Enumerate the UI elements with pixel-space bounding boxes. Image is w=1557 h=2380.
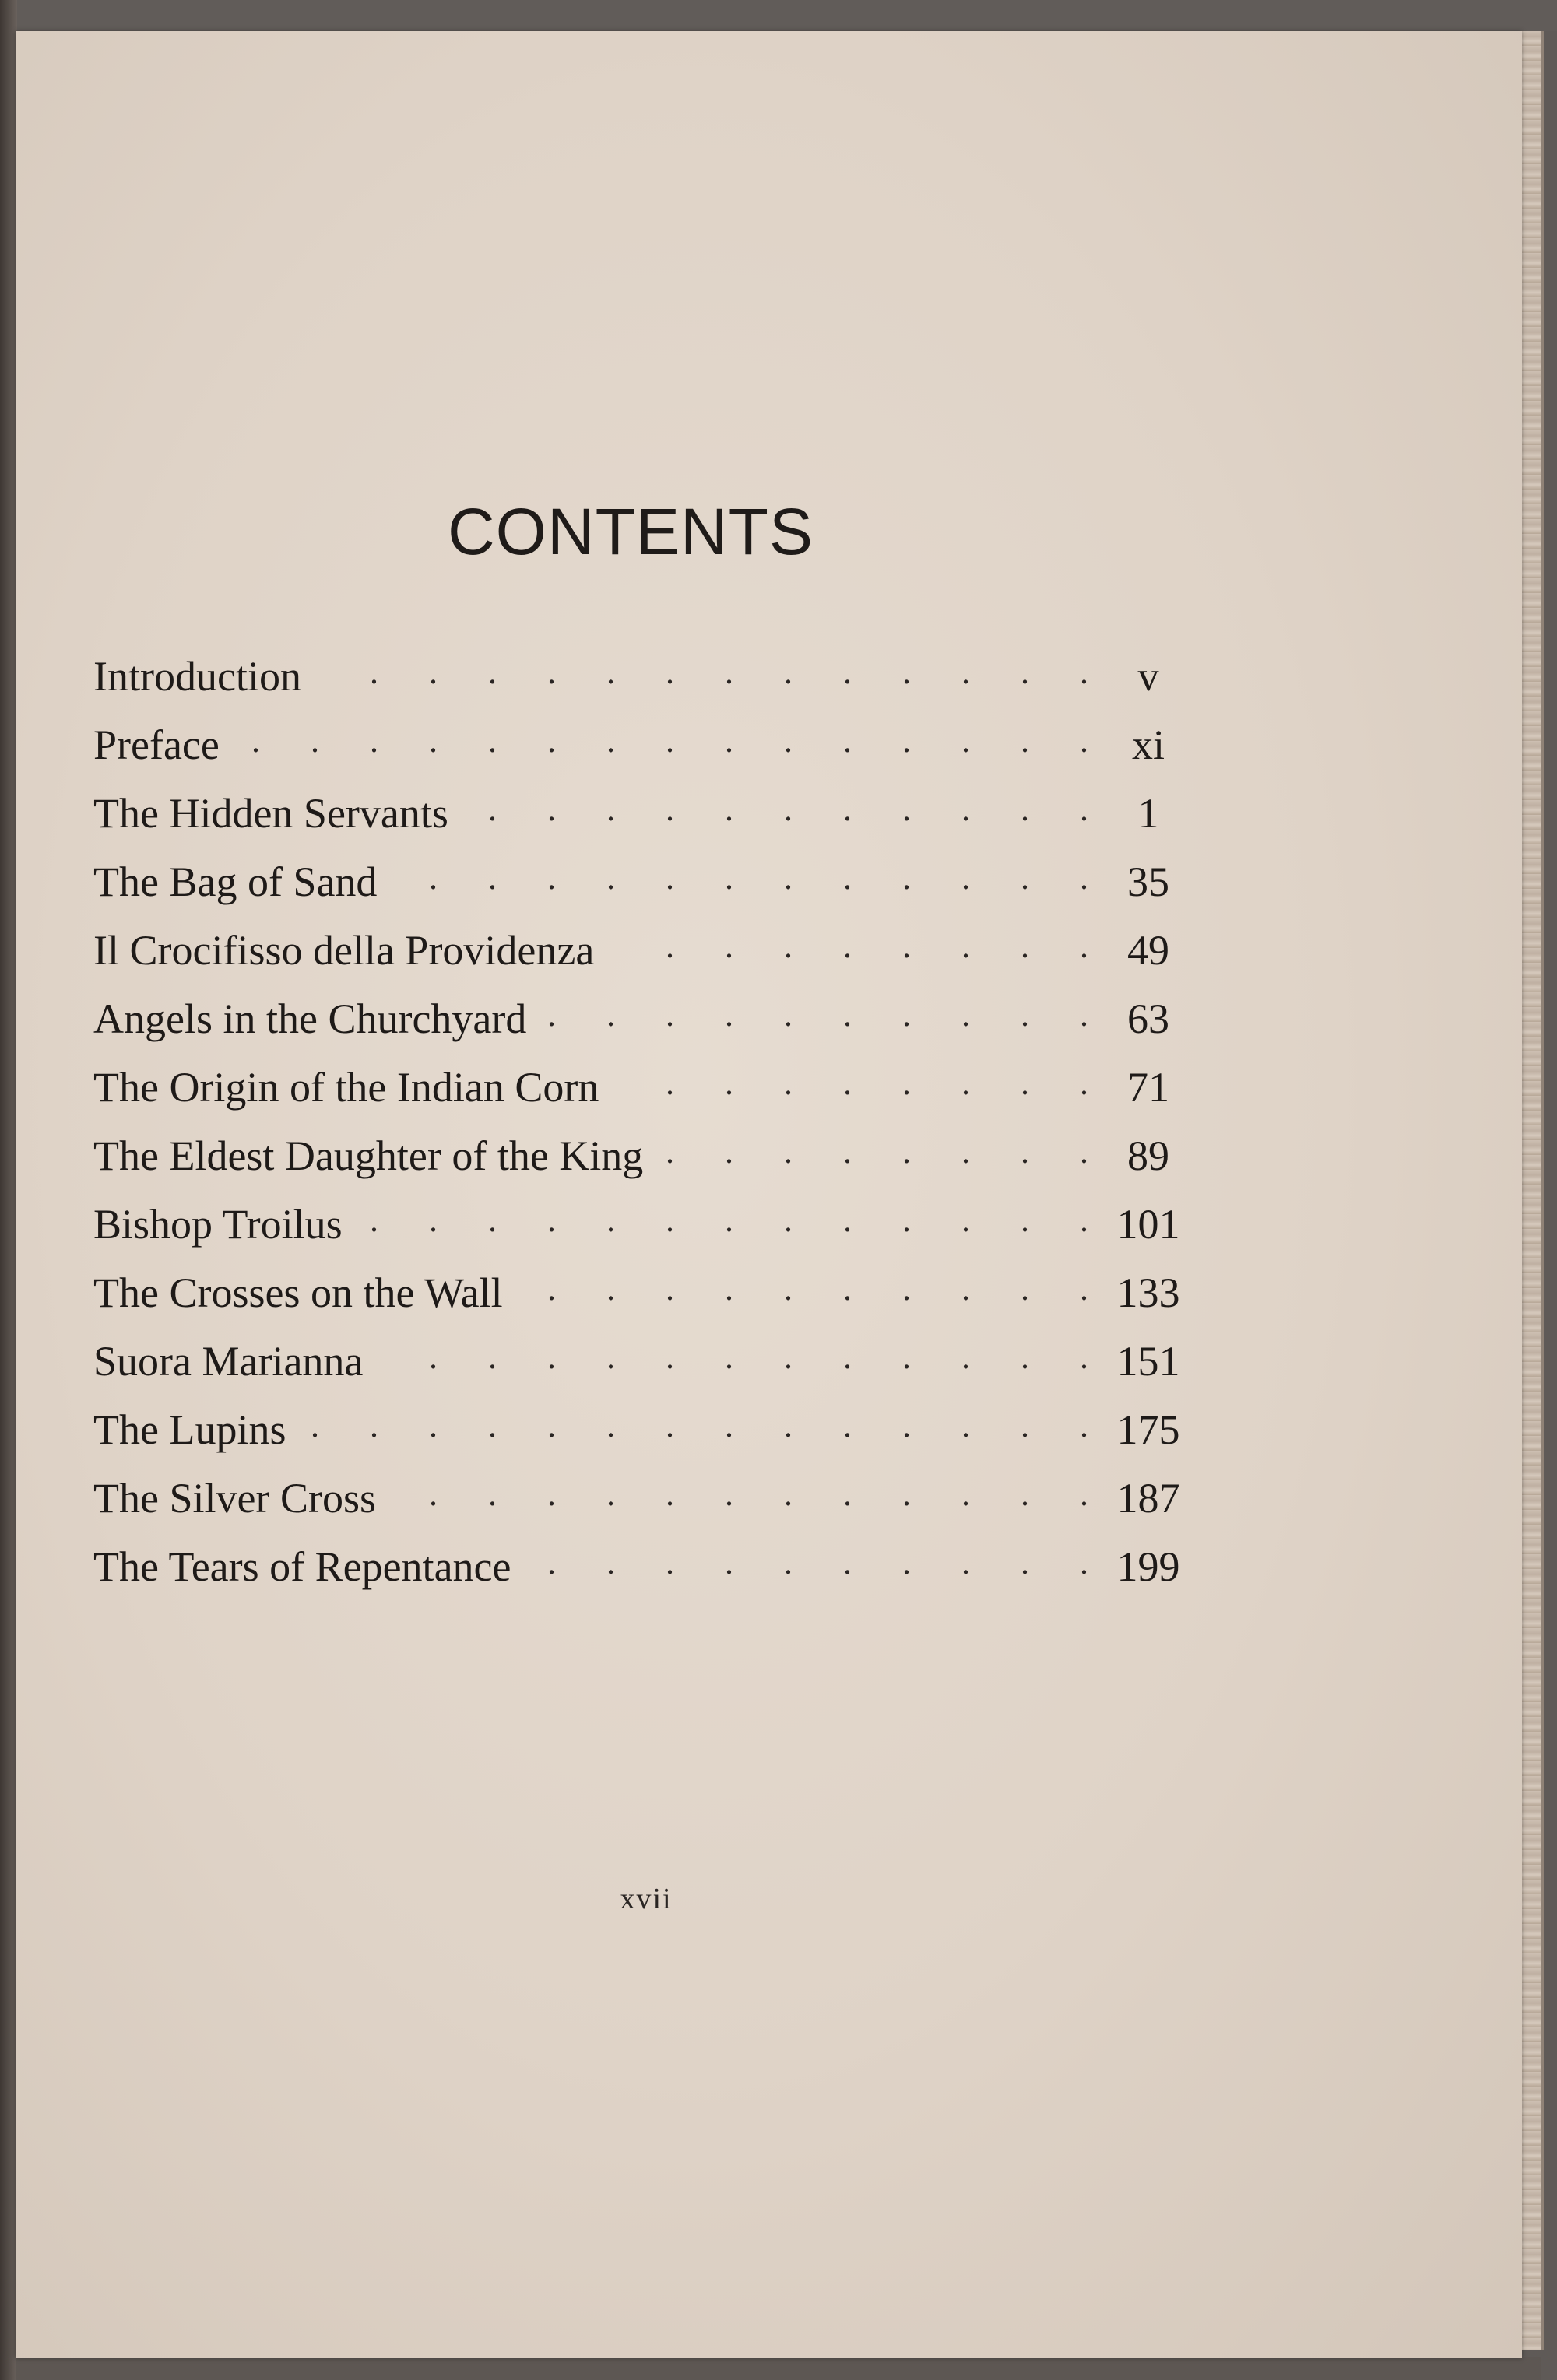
toc-entry-page: 175 bbox=[1116, 1406, 1180, 1453]
toc-dot-leader: . . . . . . . . . . bbox=[547, 1269, 1109, 1308]
toc-entry-title: The Silver Cross bbox=[93, 1475, 376, 1522]
toc-entry-page: 199 bbox=[1116, 1543, 1180, 1590]
scan-background-bottom bbox=[16, 2357, 1541, 2380]
toc-entry-title: The Hidden Servants bbox=[93, 790, 448, 837]
toc-dot-leader: . . . . . . . . . . . . . bbox=[370, 1201, 1109, 1239]
toc-dot-leader: . . . . . . . . . . . bbox=[488, 790, 1109, 828]
toc-entry bbox=[93, 1474, 1183, 1543]
toc-entry-title: The Bag of Sand bbox=[93, 858, 378, 905]
toc-dot-leader: . . . . . . . . . . . . bbox=[429, 1475, 1109, 1513]
toc-entry-title: Introduction bbox=[93, 653, 301, 700]
toc-entry bbox=[93, 1337, 1183, 1406]
toc-entry bbox=[93, 1543, 1183, 1611]
toc-entry-title: The Crosses on the Wall bbox=[93, 1269, 503, 1316]
table-of-contents bbox=[93, 652, 1183, 1611]
toc-entry bbox=[93, 1132, 1183, 1200]
toc-entry bbox=[93, 721, 1183, 789]
toc-entry bbox=[93, 789, 1183, 858]
toc-dot-leader: . . . . . . . . . . . . bbox=[429, 1338, 1109, 1376]
toc-entry-title: Angels in the Churchyard bbox=[93, 995, 527, 1042]
toc-entry-page: 35 bbox=[1127, 858, 1169, 905]
toc-entry bbox=[93, 652, 1183, 721]
toc-entry bbox=[93, 858, 1183, 926]
toc-dot-leader: . . . . . . . . . . bbox=[547, 1543, 1109, 1581]
toc-entry-page: 133 bbox=[1116, 1269, 1180, 1316]
page-number: xvii bbox=[620, 1883, 673, 1915]
toc-entry-title: The Origin of the Indian Corn bbox=[93, 1064, 599, 1111]
toc-entry-page: 89 bbox=[1127, 1132, 1169, 1179]
toc-entry bbox=[93, 1269, 1183, 1337]
toc-dot-leader: . . . . . . . . . . . . . . bbox=[311, 1406, 1109, 1444]
toc-entry-page: 71 bbox=[1127, 1064, 1169, 1111]
toc-entry-title: Bishop Troilus bbox=[93, 1201, 343, 1248]
toc-dot-leader: . . . . . . . . . . bbox=[547, 995, 1109, 1034]
contents-heading: CONTENTS bbox=[448, 495, 814, 568]
toc-dot-leader: . . . . . . . . . . . . bbox=[429, 858, 1109, 897]
toc-dot-leader: . . . . . . . . bbox=[666, 1064, 1109, 1102]
toc-dot-leader: . . . . . . . . . . . . . bbox=[370, 653, 1109, 691]
toc-dot-leader: . . . . . . . . bbox=[666, 927, 1109, 965]
toc-dot-leader: . . . . . . . . bbox=[666, 1132, 1109, 1171]
toc-entry-page: 101 bbox=[1116, 1201, 1180, 1248]
toc-entry-page: v bbox=[1137, 653, 1159, 700]
toc-entry-title: Il Crocifisso della Providenza bbox=[93, 927, 595, 974]
toc-entry bbox=[93, 995, 1183, 1063]
toc-entry-page: xi bbox=[1131, 721, 1165, 768]
toc-entry-title: Suora Marianna bbox=[93, 1338, 364, 1385]
scan-background-top bbox=[0, 0, 1557, 31]
toc-entry-title: The Tears of Repentance bbox=[93, 1543, 511, 1590]
toc-entry-title: Preface bbox=[93, 721, 220, 768]
toc-entry bbox=[93, 1063, 1183, 1132]
book-spine-edge bbox=[0, 0, 17, 2380]
toc-entry-page: 63 bbox=[1127, 995, 1169, 1042]
toc-entry-title: The Lupins bbox=[93, 1406, 286, 1453]
toc-entry bbox=[93, 1406, 1183, 1474]
toc-entry bbox=[93, 926, 1183, 995]
toc-dot-leader: . . . . . . . . . . . . . . . bbox=[251, 721, 1109, 760]
toc-entry-page: 187 bbox=[1116, 1475, 1180, 1522]
toc-entry-page: 151 bbox=[1116, 1338, 1180, 1385]
toc-entry-title: The Eldest Daughter of the King bbox=[93, 1132, 644, 1179]
toc-entry-page: 1 bbox=[1137, 790, 1159, 837]
toc-entry-page: 49 bbox=[1127, 927, 1169, 974]
toc-entry bbox=[93, 1200, 1183, 1269]
